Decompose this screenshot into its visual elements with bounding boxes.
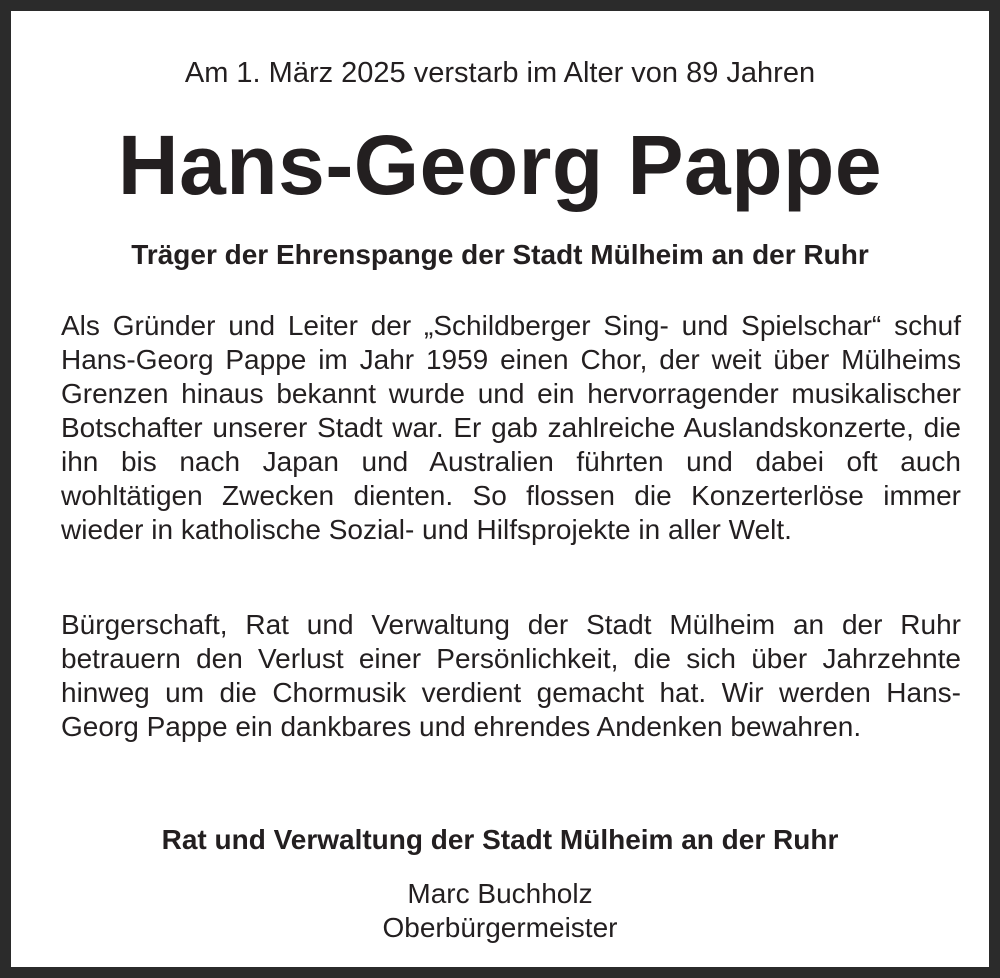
deceased-name: Hans-Georg Pappe: [117, 118, 883, 212]
body-paragraph-1: Als Gründer und Leiter der „Schildberger Sing- und Spielschar“ schuf Hans-Georg Pappe im Jahr 1959 einen Chor, der weit über Mülheims Grenzen hinaus bekannt wurde und ein hervorragender musikalischer Botschafter unserer Stadt war. Er gab zahlreiche Auslandskonzerte, die ihn bis nach Japan und Australien führten und dabei oft auch wohltätigen Zwecken dienten. So flossen die Konzerterlöse immer wieder in katholische Sozial- und Hilfsprojekte in aller Welt.: [61, 310, 961, 545]
signer-title: Oberbürgermeister: [382, 912, 618, 943]
intro-line: Am 1. März 2025 verstarb im Alter von 89 Jahren: [184, 57, 816, 89]
honor-line: Träger der Ehrenspange der Stadt Mülheim an der Ruhr: [131, 239, 869, 270]
body-paragraph-2: Bürgerschaft, Rat und Verwaltung der Stadt Mülheim an der Ruhr betrauern den Verlust einer Persönlichkeit, die sich über Jahrzehnte hinweg um die Chormusik verdient gemacht hat. Wir werden Hans-Georg Pappe ein dankbares und ehrendes Andenken bewahren.: [61, 609, 961, 742]
signature-organization: Rat und Verwaltung der Stadt Mülheim an der Ruhr: [161, 824, 839, 855]
signer-name: Marc Buchholz: [407, 878, 593, 909]
